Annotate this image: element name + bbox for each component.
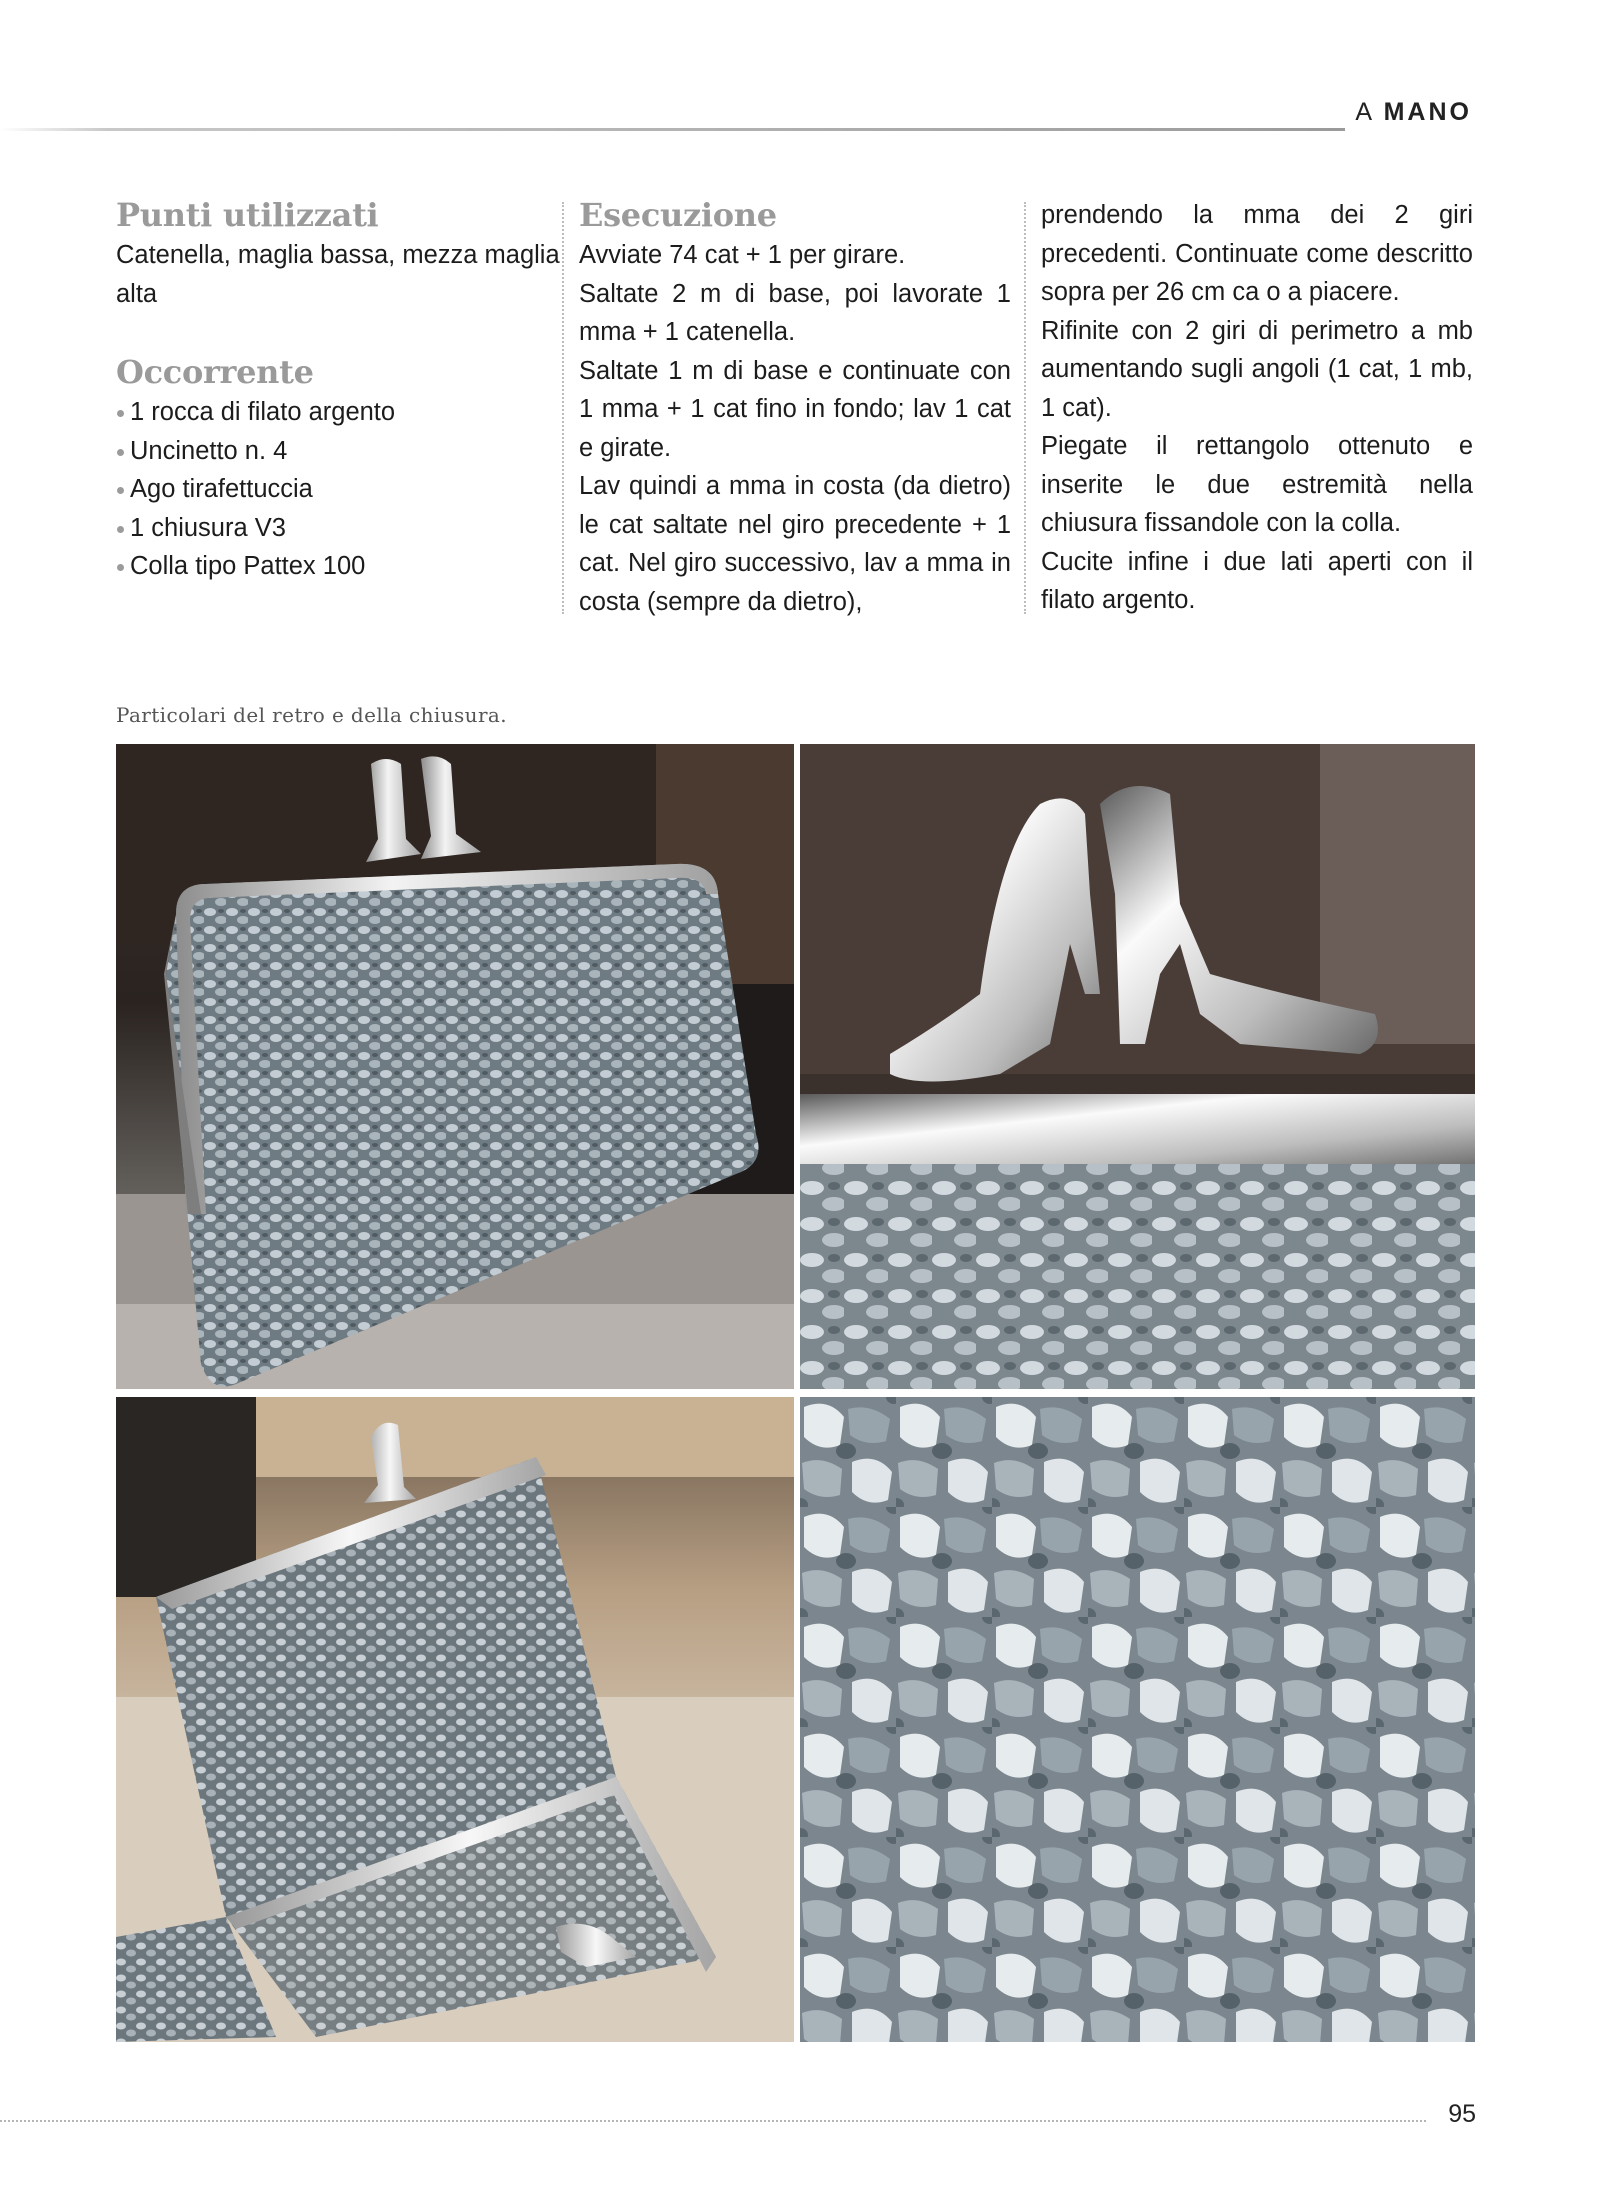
materials-heading: Occorrente — [116, 353, 314, 391]
instruction-paragraph: Saltate 1 m di base e continuate con 1 mma + 1 cat fino in fondo; lav 1 cat e girate. — [579, 356, 1011, 462]
instruction-paragraph: Avviate 74 cat + 1 per girare. — [579, 241, 906, 269]
column-instructions-continued — [1041, 196, 1473, 620]
footer-rule — [0, 2120, 1426, 2122]
photo-purse-closed — [116, 744, 794, 1389]
photo-knit-texture — [800, 1397, 1475, 2042]
section-tag: A MANO — [1355, 98, 1472, 126]
list-item: Ago tirafettuccia — [116, 470, 562, 509]
instructions-heading: Esecuzione — [579, 196, 777, 234]
instruction-paragraph: prendendo la mma dei 2 giri precedenti. Continuate come descritto sopra per 26 cm ca o a piacere. — [1041, 201, 1473, 306]
photo-clasp-detail — [800, 744, 1475, 1389]
stitches-heading: Punti utilizzati — [116, 196, 379, 234]
photo-caption: Particolari del retro e della chiusura. — [116, 703, 507, 727]
knit-texture-illustration — [800, 1397, 1475, 2042]
list-item: Colla tipo Pattex 100 — [116, 547, 562, 586]
page-number: 95 — [1448, 2100, 1476, 2128]
column-divider — [562, 202, 564, 614]
column-instructions — [579, 196, 1011, 621]
column-materials — [116, 196, 562, 586]
photo-purse-open — [116, 1397, 794, 2042]
purse-open-illustration — [116, 1397, 794, 2042]
instruction-paragraph: Piegate il rettangolo ottenuto e inserite le due estremità nella chiusura fissandole con la colla. — [1041, 432, 1473, 537]
stitches-text: Catenella, maglia bassa, mezza maglia alta — [116, 241, 560, 308]
instruction-paragraph: Lav quindi a mma in costa (da dietro) le cat saltate nel giro precedente + 1 cat. Nel giro successivo, lav a mma in costa (sempre da dietro), — [579, 472, 1011, 616]
purse-closed-illustration — [116, 744, 794, 1389]
materials-list — [116, 393, 562, 586]
header-rule — [0, 128, 1345, 131]
instruction-paragraph: Rifinite con 2 giri di perimetro a mb aumentando sugli angoli (1 cat, 1 mb, 1 cat). — [1041, 316, 1473, 422]
instruction-paragraph: Cucite infine i due lati aperti con il filato argento. — [1041, 547, 1473, 614]
list-item: Uncinetto n. 4 — [116, 432, 562, 471]
clasp-detail-illustration — [800, 744, 1475, 1389]
column-divider — [1024, 202, 1026, 614]
list-item: 1 chiusura V3 — [116, 509, 562, 548]
list-item: 1 rocca di filato argento — [116, 393, 562, 432]
instruction-paragraph: Saltate 2 m di base, poi lavorate 1 mma + 1 catenella. — [579, 279, 1011, 346]
